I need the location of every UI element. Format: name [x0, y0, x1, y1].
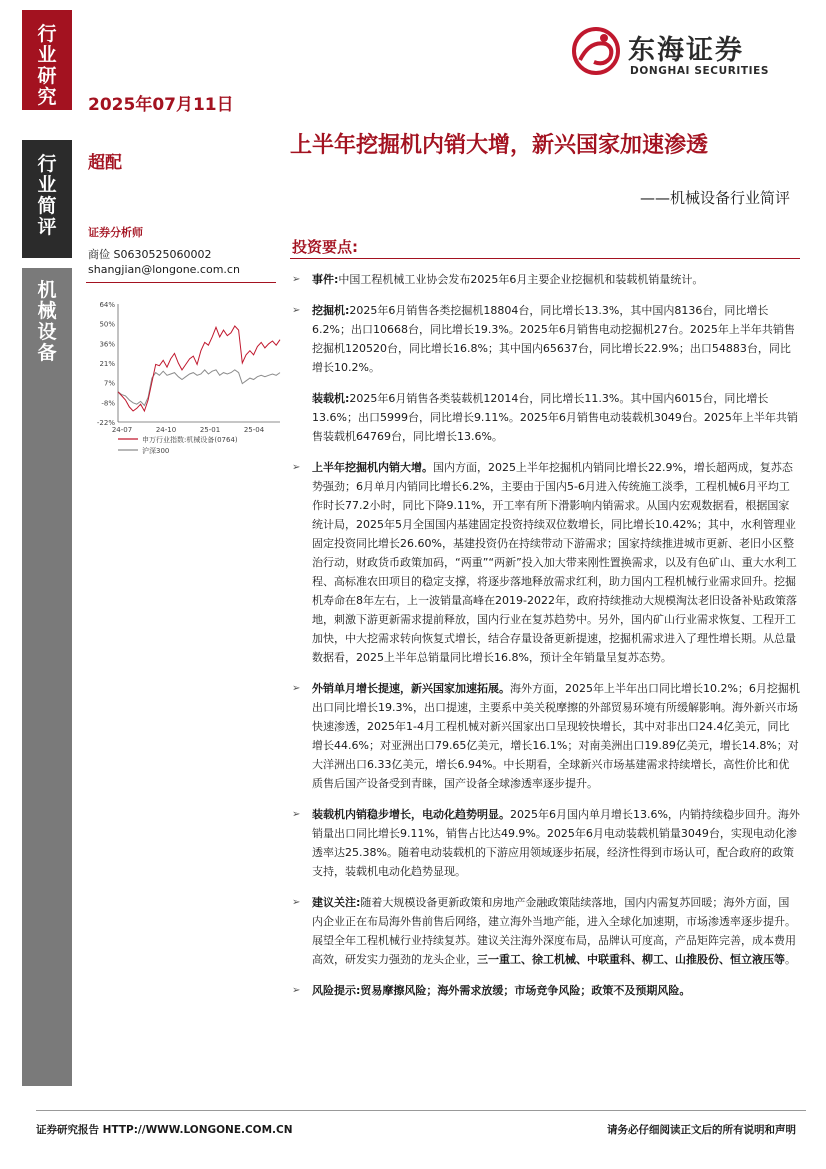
chart-x-tick-label: 24-10 — [155, 426, 177, 434]
side-tab-industry: 机械设备 — [22, 268, 72, 1086]
key-point-paragraph — [290, 458, 800, 667]
paragraph-tail: 。 — [785, 953, 796, 966]
paragraph-heading: 风险提示: — [312, 984, 361, 997]
paragraph-heading: 外销单月增长提速，新兴国家加速拓展。 — [312, 682, 510, 695]
chart-y-tick-label: 36% — [99, 340, 115, 349]
arrow-bullet-icon: ➢ — [292, 809, 301, 820]
side-tab-category: 行业研究 — [22, 10, 72, 110]
divider-right — [290, 258, 800, 259]
logo-chinese-name: 东海证券 — [628, 35, 744, 66]
chart-y-tick-label: 50% — [99, 320, 115, 329]
chart-svg — [88, 296, 288, 466]
index-performance-chart — [88, 296, 288, 470]
analyst-name: 商俭 S0630525060002 — [88, 248, 212, 261]
footer-divider — [36, 1110, 806, 1111]
chart-legend-label: 沪深300 — [142, 447, 170, 455]
paragraph-text: 海外方面，2025年上半年出口同比增长10.2%；6月挖掘机出口同比增长19.3%，出口提速，主要系中美关税摩擦的外部贸易环境有所缓解影响。海外新兴市场快速渗透，2025年1-4月工程机械对新兴国家出口呈现较快增长，其中对非出口24.4亿美元，同比增长44.6%；对亚洲出口79.65亿美元，增长16.1%；对南美洲出口19.89亿美元，增长14.8%；对大洋洲出口6.33亿美元，增长6.94%。中长期看，全球新兴市场基建需求持续增长，高性价比和优质售后国产设备受到青睐，国产设备全球渗透率逐步提升。 — [312, 682, 800, 790]
paragraph-text: 国内方面，2025上半年挖掘机内销同比增长22.9%，增长超两成，复苏态势强劲；6月单月内销同比增长6.2%，主要由于国内5-6月进入传统施工淡季，工程机械6月平均工作时长77.2小时，同比下降9.11%，开工率有所下滑影响内销需求。从国内宏观数据看，根据国家统计局，2025年5月全国国内基建固定投资持续双位数增长，同比增长10.42%；其中，水利管理业固定投资同比增长26.60%，基建投资仍在持续带动下游需求；国家持续推进城市更新、老旧小区整治行动，财政货币政策加码，“两重”“两新”投入加大带来刚性置换需求，以及有色矿山、重大水利工程、高标准农田项目的稳定支撑，将逐步落地释放需求红利，助力国内工程机械行业需求回升。挖掘机寿命在8年左右，上一波销量高峰在2019-2022年，政府持续推动大规模淘汰老旧设备补贴政策落地，刺激下游更新需求提前释放，国内行业在复苏趋势中。另外，国内矿山行业需求恢复、工程开工加快，中大挖需求转向恢复式增长，结合存量设备更新提速，挖掘机需求进入了理性增长期。从总量数据看，2025上半年总销量同比增长16.8%，预计全年销量呈复苏态势。 — [312, 461, 797, 664]
arrow-bullet-icon: ➢ — [292, 897, 301, 908]
paragraph-text: 2025年6月国内单月增长13.6%，内销持续稳步回升。海外销量出口同比增长9.11%，销售占比达49.9%。2025年6月电动装载机销量3049台，实现电动化渗透率达25.38%。随着电动装载机的下游应用领域逐步拓展，经济性得到市场认可，配合政府的政策支持，装载机电动化趋势显现。 — [312, 808, 800, 878]
key-point-paragraph — [290, 893, 800, 969]
chart-series-line — [118, 370, 280, 406]
industry-rating: 超配 — [88, 153, 122, 173]
analyst-email: shangjian@longone.com.cn — [88, 263, 240, 276]
chart-x-tick-label: 25-04 — [243, 426, 265, 434]
chart-series-line — [118, 326, 280, 411]
arrow-bullet-icon: ➢ — [292, 683, 301, 694]
dragon-logo-icon — [566, 20, 628, 82]
paragraph-heading: 上半年挖掘机内销大增。 — [312, 461, 433, 474]
arrow-bullet-icon: ➢ — [292, 985, 301, 996]
arrow-bullet-icon: ➢ — [292, 305, 301, 316]
key-points-content — [290, 270, 800, 1012]
paragraph-heading: 装载机: — [312, 392, 350, 405]
paragraph-bold-tail: 贸易摩擦风险；海外需求放缓；市场竞争风险；政策不及预期风险。 — [360, 984, 691, 997]
key-point-paragraph — [290, 679, 800, 793]
chart-y-tick-label: 64% — [99, 301, 115, 309]
report-title: 上半年挖掘机内销大增，新兴国家加速渗透 — [290, 133, 709, 158]
key-point-paragraph — [290, 301, 800, 377]
arrow-bullet-icon: ➢ — [292, 462, 301, 473]
chart-x-tick-label: 25-01 — [199, 426, 221, 434]
chart-y-tick-label: 7% — [103, 379, 115, 388]
report-subtitle: ——机械设备行业简评 — [639, 189, 790, 207]
paragraph-text: 中国工程机械工业协会发布2025年6月主要企业挖掘机和装载机销量统计。 — [338, 273, 704, 286]
footer-website: 证券研究报告 HTTP://WWW.LONGONE.COM.CN — [36, 1124, 293, 1136]
paragraph-bold-tail: 三一重工、徐工机械、中联重科、柳工、山推股份、恒立液压等 — [477, 953, 785, 966]
company-logo — [566, 20, 806, 90]
chart-y-tick-label: 21% — [99, 360, 115, 368]
side-tab-report-type: 行业简评 — [22, 140, 72, 258]
key-point-paragraph — [290, 981, 800, 1000]
paragraph-heading: 挖掘机: — [312, 304, 350, 317]
key-point-paragraph — [290, 805, 800, 881]
paragraph-heading: 装载机内销稳步增长，电动化趋势明显。 — [312, 808, 510, 821]
paragraph-heading: 事件: — [312, 273, 339, 286]
chart-legend-label: 申万行业指数:机械设备(0764) — [142, 436, 238, 444]
key-point-paragraph — [290, 389, 800, 446]
chart-x-tick-label: 24-07 — [111, 426, 133, 434]
divider-left — [86, 282, 276, 283]
logo-english-name: DONGHAI SECURITIES — [630, 65, 770, 77]
report-date: 2025年07月11日 — [88, 95, 234, 115]
arrow-bullet-icon: ➢ — [292, 274, 301, 285]
chart-y-tick-label: -22% — [96, 419, 115, 427]
paragraph-text: 随着大规模设备更新政策和房地产金融政策陆续落地，国内内需复苏回暖；海外方面，国内企业正在布局海外售前售后网络，建立海外当地产能，进入全球化加速期，市场渗透率逐步提升。展望全年工程机械行业持续复苏。建议关注海外深度布局，品牌认可度高，产品矩阵完善，成本费用高效，研发实力强劲的龙头企业， — [312, 896, 796, 966]
paragraph-heading: 建议关注: — [312, 896, 361, 909]
paragraph-text: 2025年6月销售各类挖掘机18804台，同比增长13.3%，其中国内8136台，同比增长6.2%；出口10668台，同比增长19.3%。2025年6月销售电动挖掘机27台。2025年上半年共销售挖掘机120520台，同比增长16.8%；其中国内65637台，同比增长22.9%；出口54883台，同比增长10.2%。 — [312, 304, 795, 374]
key-points-title: 投资要点: — [292, 238, 358, 256]
chart-y-tick-label: -8% — [101, 399, 115, 408]
analyst-label: 证券分析师 — [88, 226, 143, 239]
key-point-paragraph — [290, 270, 800, 289]
footer-disclaimer: 请务必仔细阅读正文后的所有说明和声明 — [607, 1124, 796, 1136]
paragraph-text: 2025年6月销售各类装载机12014台，同比增长11.3%。其中国内6015台，同比增长13.6%；出口5999台，同比增长9.11%。2025年6月销售电动装载机3049台。2025年上半年共销售装载机64769台，同比增长13.6%。 — [312, 392, 798, 443]
